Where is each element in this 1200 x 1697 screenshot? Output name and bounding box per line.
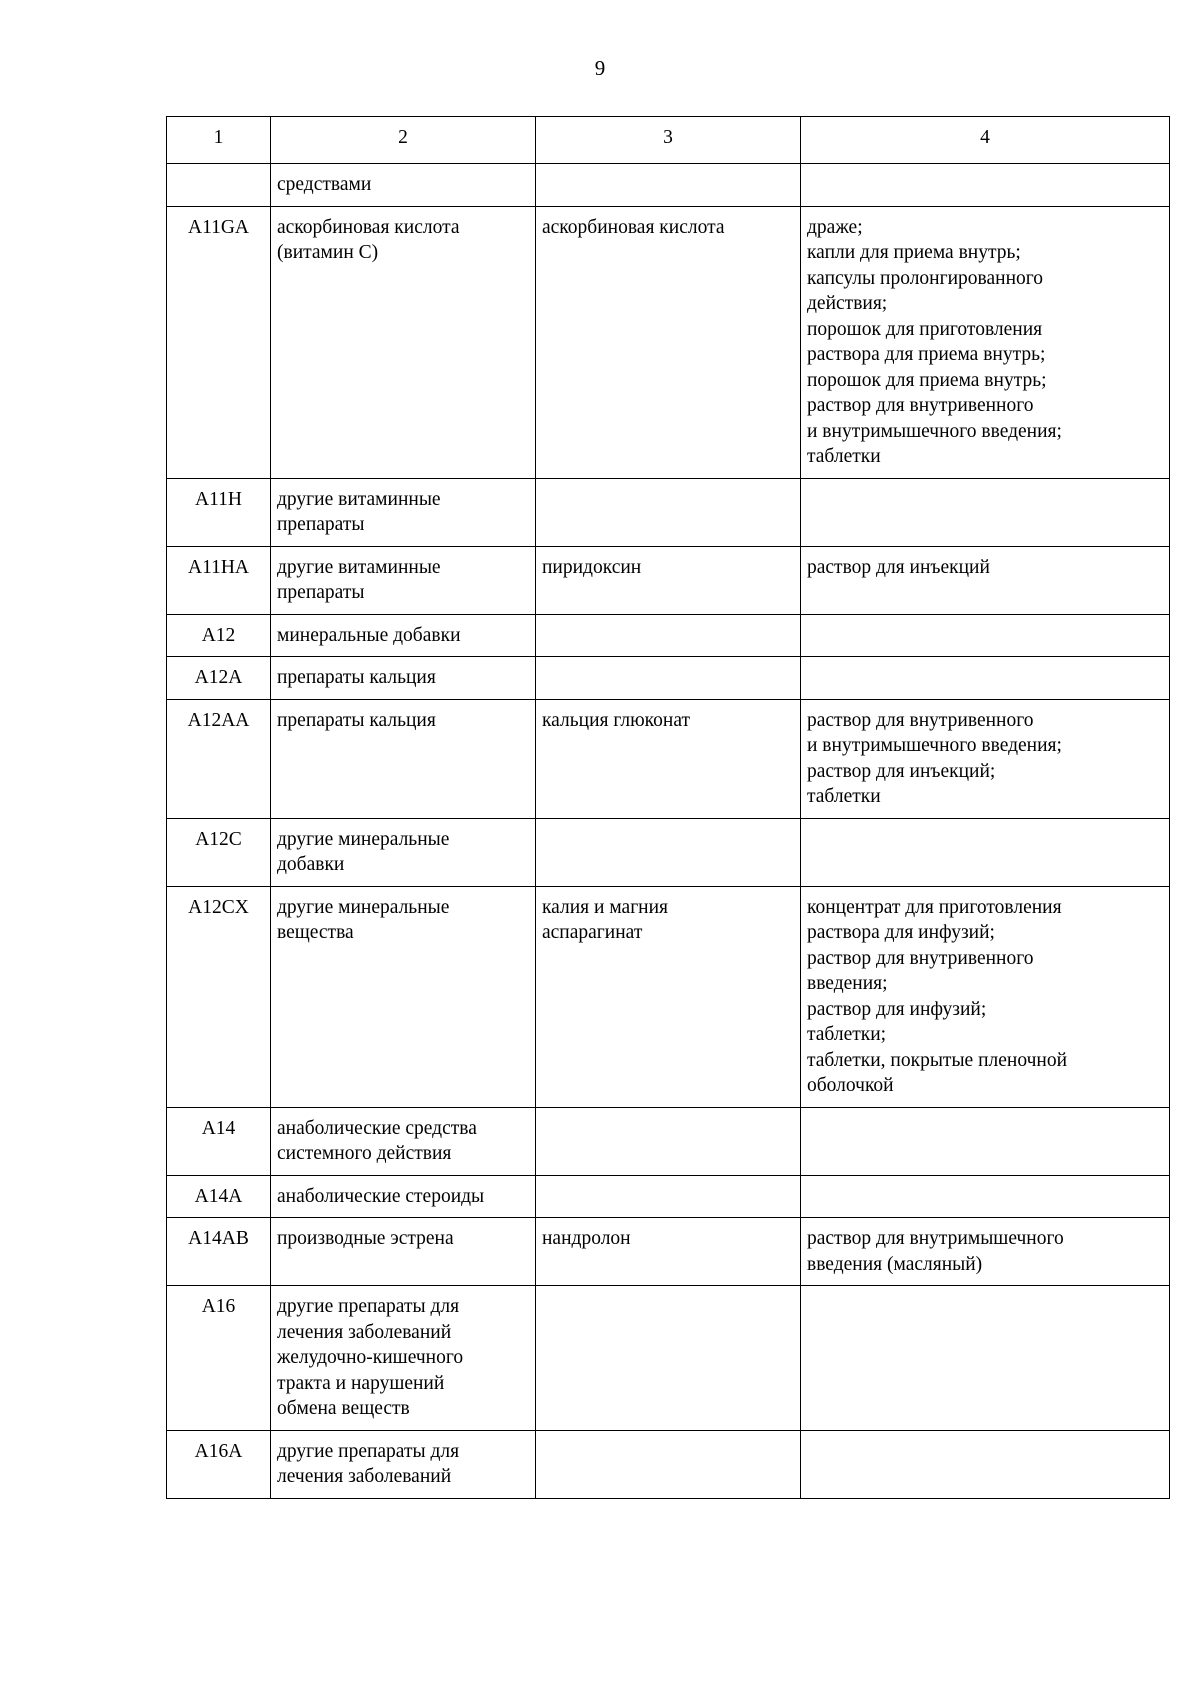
dosage-forms-cell: раствор для внутривенного и внутримышечного введения; раствор для инъекций; таблетки — [801, 699, 1170, 818]
dosage-forms-cell — [801, 614, 1170, 657]
pharmacological-group-cell: другие минеральные вещества — [271, 886, 536, 1107]
pharmacological-group-cell: анаболические средства системного действия — [271, 1107, 536, 1175]
atc-code-cell: A12A — [167, 657, 271, 700]
column-header-2: 2 — [271, 117, 536, 164]
dosage-forms-cell: раствор для инъекций — [801, 546, 1170, 614]
dosage-forms-cell: драже; капли для приема внутрь; капсулы пролонгированного действия; порошок для приготовления раствора для приема внутрь; порошок для приема внутрь; раствор для внутривенного и внутримышечного введения; таблетки — [801, 206, 1170, 478]
atc-code-cell: A11HA — [167, 546, 271, 614]
pharmacological-group-cell: другие минеральные добавки — [271, 818, 536, 886]
column-header-4: 4 — [801, 117, 1170, 164]
pharmacological-group-cell: другие витаминные препараты — [271, 546, 536, 614]
atc-code-cell: A11GA — [167, 206, 271, 478]
page-number: 9 — [594, 56, 606, 80]
table-body — [167, 164, 1170, 1499]
atc-code-cell: A14AB — [167, 1218, 271, 1286]
table-row — [167, 206, 1170, 478]
drug-name-cell — [536, 1430, 801, 1498]
pharmacological-group-cell: средствами — [271, 164, 536, 207]
atc-code-cell: A12AA — [167, 699, 271, 818]
table-row — [167, 699, 1170, 818]
dosage-forms-cell — [801, 478, 1170, 546]
dosage-forms-cell: концентрат для приготовления раствора для инфузий; раствор для внутривенного введения; раствор для инфузий; таблетки; таблетки, покрытые пленочной оболочкой — [801, 886, 1170, 1107]
atc-code-cell: A14A — [167, 1175, 271, 1218]
atc-code-cell: A16A — [167, 1430, 271, 1498]
atc-code-cell: A12 — [167, 614, 271, 657]
table-row — [167, 1430, 1170, 1498]
atc-code-cell: A16 — [167, 1286, 271, 1431]
table-row — [167, 1218, 1170, 1286]
table-row — [167, 1175, 1170, 1218]
pharmacological-group-cell: другие витаминные препараты — [271, 478, 536, 546]
pharmacological-group-cell: препараты кальция — [271, 657, 536, 700]
table-row — [167, 818, 1170, 886]
atc-code-cell: A11H — [167, 478, 271, 546]
drug-name-cell — [536, 1175, 801, 1218]
drug-name-cell — [536, 818, 801, 886]
dosage-forms-cell — [801, 1430, 1170, 1498]
atc-code-cell — [167, 164, 271, 207]
drug-name-cell — [536, 1286, 801, 1431]
table-row — [167, 886, 1170, 1107]
pharmacological-group-cell: аскорбиновая кислота (витамин C) — [271, 206, 536, 478]
drug-name-cell: нандролон — [536, 1218, 801, 1286]
table-row — [167, 614, 1170, 657]
dosage-forms-cell — [801, 1175, 1170, 1218]
pharmacological-group-cell: другие препараты для лечения заболеваний желудочно-кишечного тракта и нарушений обмена веществ — [271, 1286, 536, 1431]
drug-name-cell: аскорбиновая кислота — [536, 206, 801, 478]
table-row — [167, 1107, 1170, 1175]
table-header-row — [167, 117, 1170, 164]
drug-name-cell: калия и магния аспарагинат — [536, 886, 801, 1107]
table-row — [167, 657, 1170, 700]
table-row — [167, 164, 1170, 207]
pharmacological-group-cell: производные эстрена — [271, 1218, 536, 1286]
drug-name-cell — [536, 164, 801, 207]
atc-code-cell: A12CX — [167, 886, 271, 1107]
drug-name-cell: пиридоксин — [536, 546, 801, 614]
atc-code-cell: A12C — [167, 818, 271, 886]
drug-name-cell — [536, 478, 801, 546]
drug-name-cell — [536, 614, 801, 657]
pharmacological-group-cell: минеральные добавки — [271, 614, 536, 657]
column-header-3: 3 — [536, 117, 801, 164]
dosage-forms-cell — [801, 164, 1170, 207]
dosage-forms-cell — [801, 1107, 1170, 1175]
table-row — [167, 478, 1170, 546]
medication-table — [166, 116, 1170, 1499]
pharmacological-group-cell: препараты кальция — [271, 699, 536, 818]
drug-name-cell — [536, 1107, 801, 1175]
drug-name-cell: кальция глюконат — [536, 699, 801, 818]
dosage-forms-cell — [801, 657, 1170, 700]
column-header-1: 1 — [167, 117, 271, 164]
pharmacological-group-cell: анаболические стероиды — [271, 1175, 536, 1218]
dosage-forms-cell — [801, 1286, 1170, 1431]
table-row — [167, 1286, 1170, 1431]
atc-code-cell: A14 — [167, 1107, 271, 1175]
dosage-forms-cell: раствор для внутримышечного введения (масляный) — [801, 1218, 1170, 1286]
table-row — [167, 546, 1170, 614]
dosage-forms-cell — [801, 818, 1170, 886]
pharmacological-group-cell: другие препараты для лечения заболеваний — [271, 1430, 536, 1498]
drug-name-cell — [536, 657, 801, 700]
